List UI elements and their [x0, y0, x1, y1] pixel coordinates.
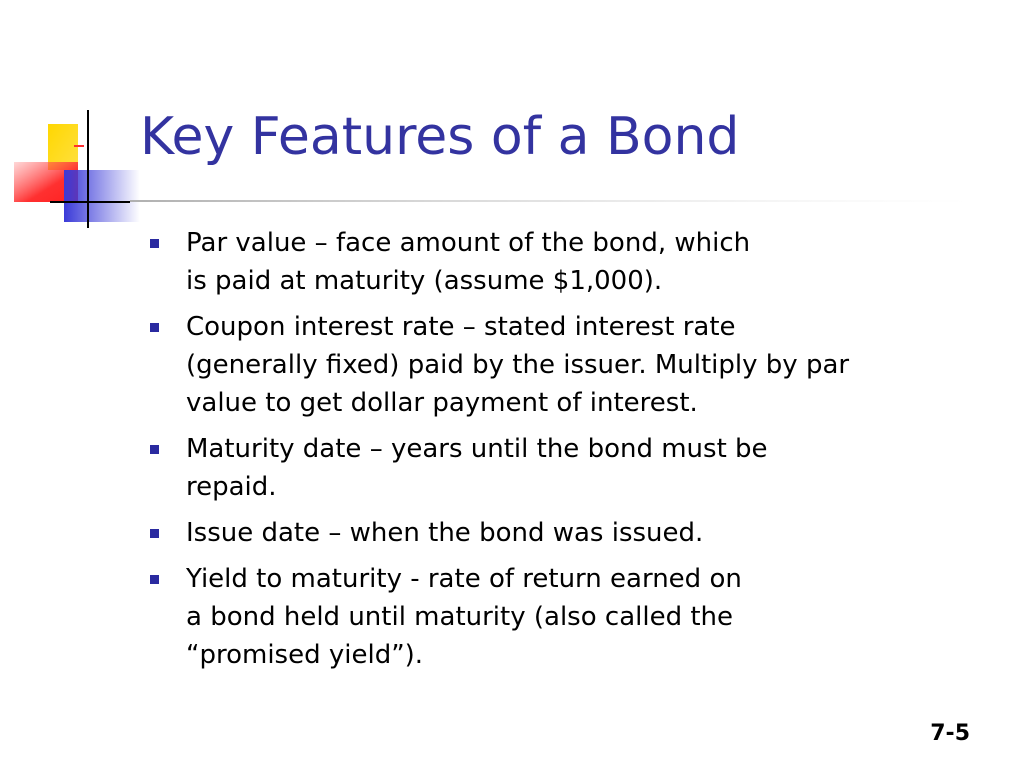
bullet-line: a bond held until maturity (also called the: [186, 602, 734, 632]
bullet-line: “promised yield”).: [186, 640, 424, 670]
bullet-square-icon: [150, 529, 159, 538]
bullet-line: value to get dollar payment of interest.: [186, 388, 698, 418]
bullet-line: Yield to maturity - rate of return earned on: [186, 564, 742, 594]
bullet-text: [186, 308, 1010, 422]
bullet-text: [186, 224, 1010, 300]
slide-number: 7-5: [930, 721, 970, 746]
slide-title: Key Features of a Bond: [140, 107, 740, 167]
bullet-item-issue-date: [150, 514, 1010, 552]
bullet-line: repaid.: [186, 472, 277, 502]
bullet-item-coupon-rate: [150, 308, 1010, 422]
bullet-square-icon: [150, 239, 159, 248]
bullet-square-icon: [150, 445, 159, 454]
bullet-item-yield-to-maturity: [150, 560, 1010, 674]
bullet-square-icon: [150, 323, 159, 332]
decorative-squares: [0, 0, 150, 240]
bullet-line: (generally fixed) paid by the issuer. Multiply by par: [186, 350, 850, 380]
bullet-text: [186, 514, 1010, 552]
bullet-item-maturity-date: [150, 430, 1010, 506]
bullet-line: is paid at maturity (assume $1,000).: [186, 266, 663, 296]
bullet-line: Issue date – when the bond was issued.: [186, 518, 704, 548]
bullet-text: [186, 430, 1010, 506]
title-divider: [130, 200, 970, 202]
bullet-text: [186, 560, 1010, 674]
bullet-square-icon: [150, 575, 159, 584]
blue-square: [64, 170, 140, 222]
bullet-line: Par value – face amount of the bond, which: [186, 228, 751, 258]
bullet-item-par-value: [150, 224, 1010, 300]
bullet-line: Maturity date – years until the bond must be: [186, 434, 768, 464]
bullet-list: [150, 224, 1010, 682]
bullet-line: Coupon interest rate – stated interest rate: [186, 312, 736, 342]
